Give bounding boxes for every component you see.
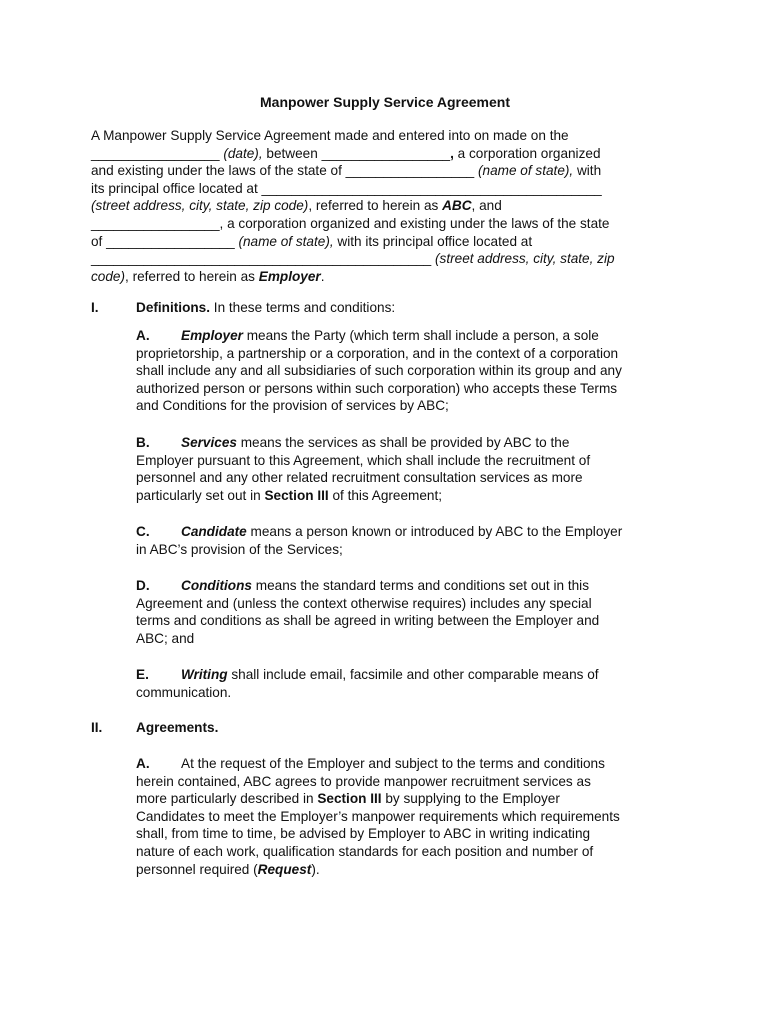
definition-text: in ABC’s provision of the Services;	[136, 541, 343, 557]
intro-text: ,	[450, 145, 454, 161]
agreement-text: herein contained, ABC agrees to provide manpower recruitment services as	[136, 773, 591, 789]
definition-text: terms and conditions as shall be agreed in writing between the Employer and	[136, 613, 600, 629]
intro-line	[91, 250, 681, 268]
definition-services	[136, 434, 681, 504]
definition-text: means the services as shall be provided by ABC to the	[240, 435, 570, 450]
address-hint: code)	[91, 268, 126, 284]
intro-text: a corporation organized	[457, 145, 601, 161]
agreement-line	[136, 843, 681, 861]
intro-line	[91, 127, 681, 145]
intro-text: .	[320, 268, 325, 284]
definition-text: of this Agreement;	[332, 487, 443, 503]
section-reference: Section III	[317, 791, 382, 807]
intro-text: of	[91, 233, 103, 249]
defined-term: Candidate	[181, 524, 247, 539]
agreement-text: Candidates to meet the Employer’s manpower requirements which requirements	[136, 808, 620, 824]
intro-line	[91, 268, 681, 286]
intro-line	[91, 215, 681, 233]
agreement-line	[136, 825, 681, 843]
definition-text: shall include email, facsimile and other comparable means of	[231, 667, 599, 682]
definition-text: Employer pursuant to this Agreement, which shall include the recruitment of	[136, 452, 591, 468]
definition-line	[136, 523, 681, 541]
section-title: Definitions.	[136, 300, 211, 315]
intro-line	[91, 180, 681, 198]
section-heading	[136, 299, 395, 317]
definition-line	[136, 612, 681, 630]
item-letter: B.	[136, 435, 150, 450]
intro-line	[91, 145, 681, 163]
definition-line	[136, 434, 681, 452]
agreement-line	[136, 773, 681, 791]
address-hint: (street address, city, state, zip	[435, 251, 615, 267]
agreement-line	[136, 808, 681, 826]
party-blank: _________________	[321, 145, 451, 161]
defined-term: Conditions	[181, 578, 252, 593]
intro-text: , a corporation organized and existing under the laws of the state	[219, 215, 610, 231]
definition-line	[136, 630, 681, 648]
defined-term: Writing	[181, 667, 228, 682]
intro-text: between	[266, 145, 318, 161]
agreement-text: personnel required (	[136, 861, 258, 877]
section-number: II.	[91, 720, 103, 735]
definition-text: communication.	[136, 684, 232, 700]
definition-text: particularly set out in	[136, 487, 261, 503]
address-blank: _____________________________________________	[261, 180, 602, 196]
request-term: Request	[257, 861, 312, 877]
item-letter: C.	[136, 524, 150, 539]
intro-text: , referred to herein as	[308, 198, 439, 214]
definition-line	[136, 577, 681, 595]
definition-line	[136, 362, 681, 380]
address-hint: (street address, city, state, zip code)	[91, 198, 309, 214]
state-blank: _________________	[106, 233, 235, 249]
agreement-text: shall, from time to time, be advised by Employer to ABC in writing indicating	[136, 826, 591, 842]
intro-text: with its principal office located at	[337, 233, 533, 249]
definition-line	[136, 487, 681, 505]
definition-line	[136, 327, 681, 345]
intro-text: A Manpower Supply Service Agreement made and entered into on made on the	[91, 128, 569, 143]
item-letter: D.	[136, 578, 150, 593]
definition-text: ABC; and	[136, 630, 195, 646]
item-letter: E.	[136, 667, 149, 682]
definition-text: Agreement and (unless the context otherwise requires) includes any special	[136, 595, 592, 611]
section-reference: Section III	[264, 487, 329, 503]
intro-line	[91, 233, 681, 251]
definition-employer	[136, 327, 681, 415]
section-number: I.	[91, 300, 99, 315]
definition-text: shall include any and all subsidiaries of such corporation within its group and any	[136, 363, 622, 379]
agreement-text: more particularly described in	[136, 791, 314, 807]
definition-text: authorized person or persons within such corporation) who accepts these Terms	[136, 380, 618, 396]
definition-line	[136, 380, 681, 398]
section-title: Agreements.	[136, 720, 219, 735]
party-blank: _________________	[91, 215, 220, 231]
intro-text: , referred to herein as	[125, 268, 255, 284]
definition-line	[136, 397, 681, 415]
agreement-text: by supplying to the Employer	[385, 791, 560, 807]
page-title: Manpower Supply Service Agreement	[260, 94, 510, 110]
definition-line	[136, 541, 681, 559]
address-blank: _____________________________________________	[91, 251, 432, 267]
definition-line	[136, 595, 681, 613]
state-hint: (name of state),	[238, 233, 334, 249]
definition-text: means a person known or introduced by ABC to the Employer	[250, 524, 623, 539]
agreement-text: ).	[311, 861, 320, 877]
defined-term: Employer	[181, 328, 243, 343]
intro-text: and existing under the laws of the state of	[91, 163, 342, 179]
definition-writing	[136, 666, 681, 701]
definition-conditions	[136, 577, 681, 647]
definition-text: means the Party (which term shall include a person, a sole	[246, 328, 599, 343]
item-letter: A.	[136, 328, 150, 343]
intro-line	[91, 162, 681, 180]
definition-line	[136, 452, 681, 470]
intro-line	[91, 197, 681, 215]
date-hint: (date),	[223, 145, 263, 161]
agreement-a	[136, 755, 681, 878]
definition-text: means the standard terms and conditions set out in this	[255, 578, 589, 593]
state-hint: (name of state),	[477, 163, 574, 179]
intro-text: its principal office located at	[91, 180, 258, 196]
definition-line	[136, 684, 681, 702]
item-letter: A.	[136, 756, 150, 771]
agreement-line	[136, 790, 681, 808]
definition-line	[136, 666, 681, 684]
abc-term: ABC	[442, 198, 472, 214]
definition-candidate	[136, 523, 681, 558]
definition-line	[136, 345, 681, 363]
intro-text: with	[576, 163, 602, 179]
definition-text: and Conditions for the provision of services by ABC;	[136, 398, 449, 414]
agreement-text: nature of each work, qualification standards for each position and number of	[136, 843, 594, 859]
definition-text: proprietorship, a partnership or a corporation, and in the context of a corporation	[136, 345, 619, 361]
agreement-line	[136, 755, 681, 773]
state-blank: _________________	[345, 163, 475, 179]
section-intro: In these terms and conditions:	[213, 300, 396, 315]
definition-line	[136, 469, 681, 487]
definition-text: personnel and any other related recruitment consultation services as more	[136, 470, 583, 486]
defined-term: Services	[181, 435, 237, 450]
date-blank: _________________	[91, 145, 220, 161]
employer-term: Employer	[258, 268, 321, 284]
intro-text: , and	[471, 198, 502, 214]
agreement-line	[136, 861, 681, 879]
intro-paragraph	[91, 127, 681, 285]
agreement-text: At the request of the Employer and subject to the terms and conditions	[181, 756, 605, 771]
